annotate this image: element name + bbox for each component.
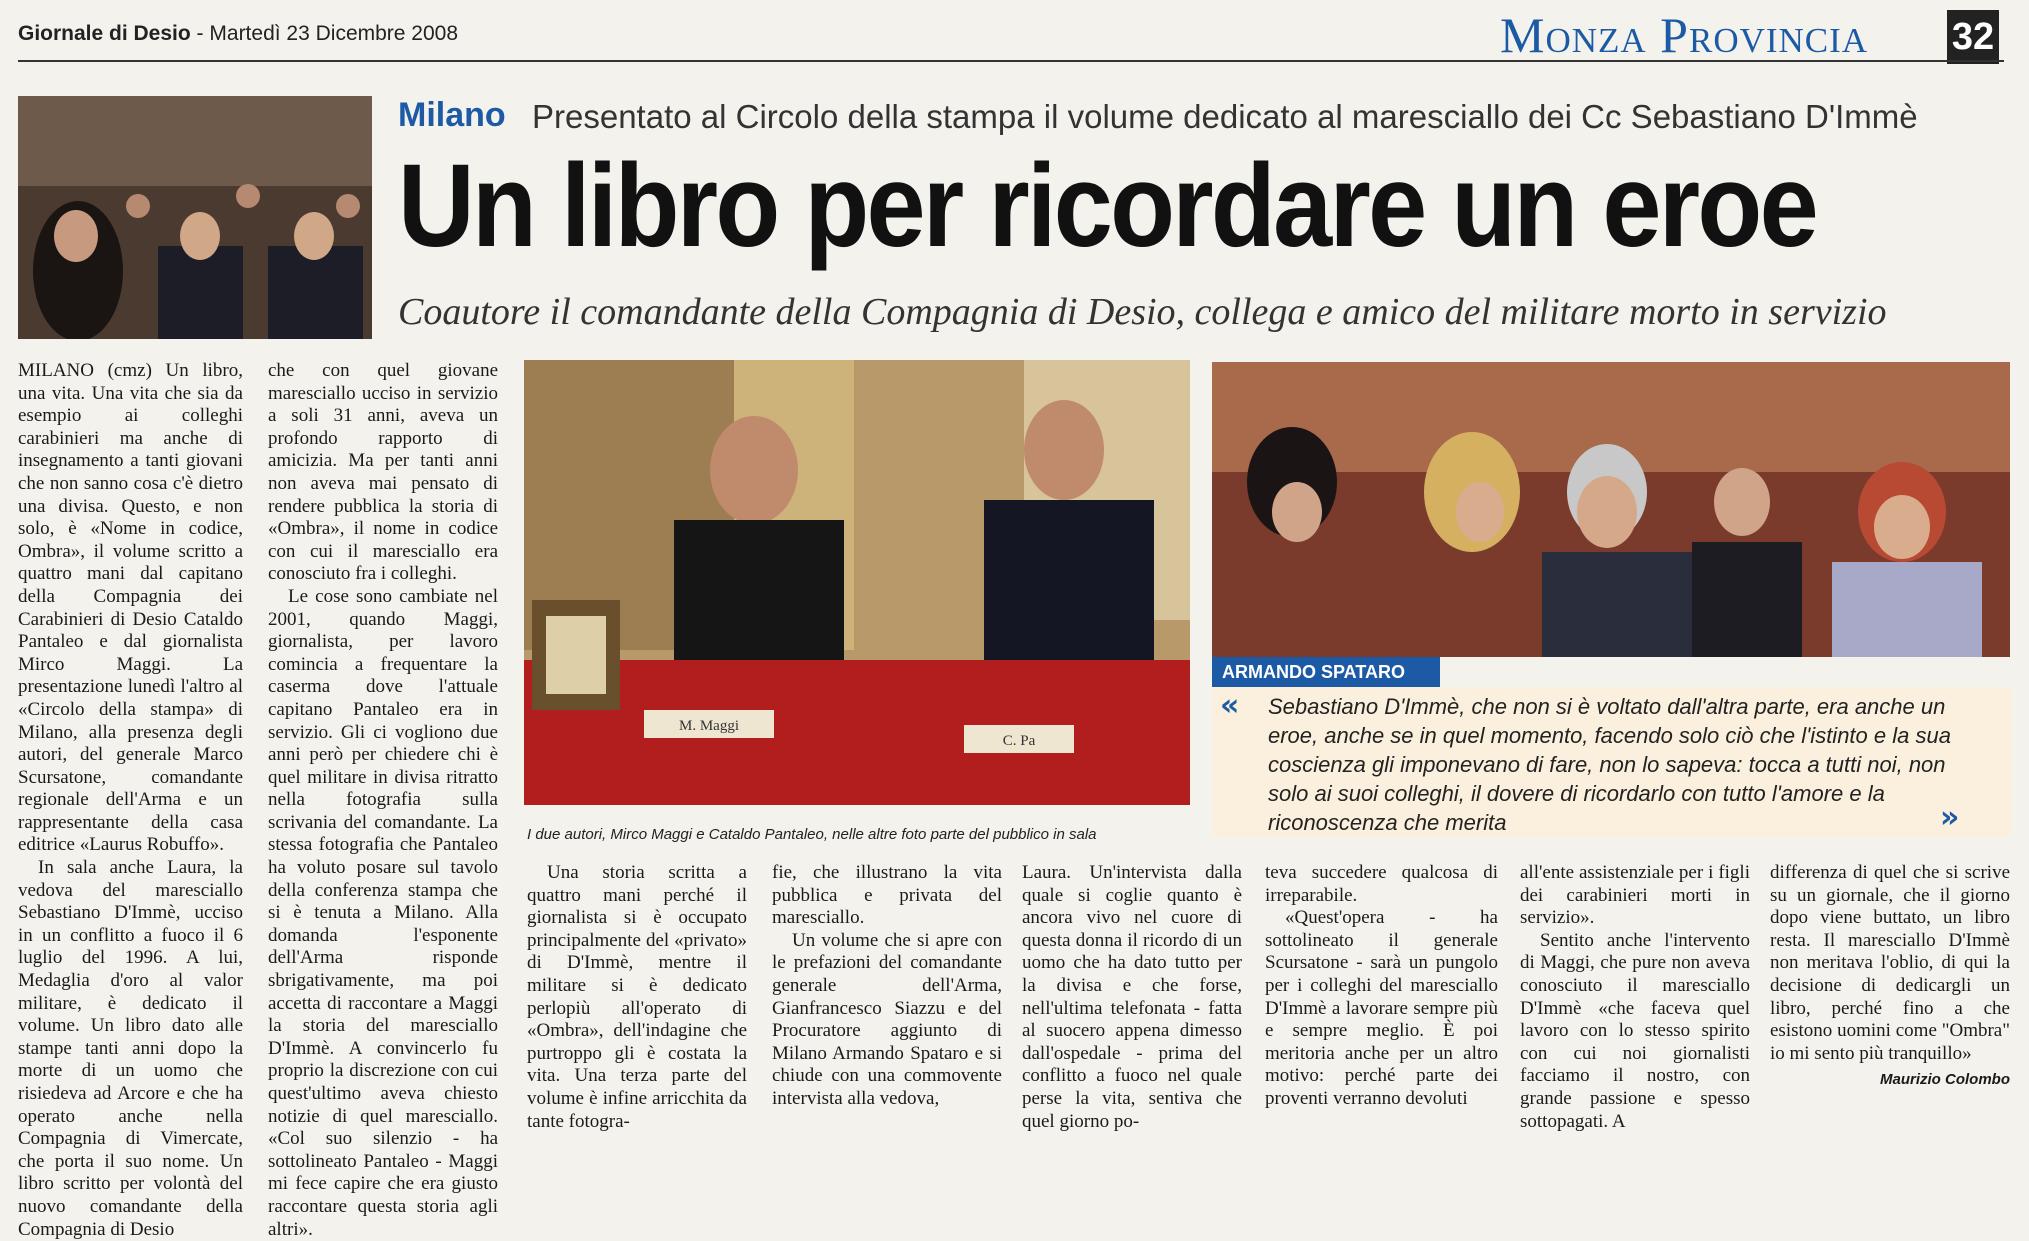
article-paragraph: che con quel giovane maresciallo ucciso in servizio a soli 31 anni, aveva un profondo rapporto di amicizia. Ma per tanti anni non aveva mai pensato di rendere pubblica la storia di «Ombra», il nome in codice con cui il maresciallo era conosciuto fra i colleghi. xyxy=(268,360,498,585)
photo-authors xyxy=(524,360,1190,805)
authors-image xyxy=(524,360,1190,805)
article-column-8 xyxy=(1770,862,2010,1092)
kicker-text: Presentato al Circolo della stampa il volume dedicato al maresciallo dei Cc Sebastiano D'Immè xyxy=(532,98,1918,135)
masthead-separator: - xyxy=(190,22,210,45)
nameplate-pantaleo: C. Pa xyxy=(1002,733,1036,749)
masthead xyxy=(18,22,458,46)
article-paragraph: MILANO (cmz) Un libro, una vita. Una vita che sia da esempio ai colleghi carabinieri ma anche di insegnamento a tanti giovani che non sanno cosa c'è dietro una divisa. Questo, e non solo, è «Nome in codice, Ombra», il volume scritto a quattro mani dal capitano della Compagnia dei Carabinieri di Desio Cataldo Pantaleo e dal giornalista Mirco Maggi. La presentazione lunedì l'altro al «Circolo della stampa» di Milano, alla presenza degli autori, del generale Marco Scursatone, comandante regionale dell'Arma e un rappresentante della casa editrice «Laurus Robuffo». xyxy=(18,360,243,856)
article-column-4 xyxy=(772,862,1002,1111)
article-paragraph: all'ente assistenziale per i figli dei carabinieri morti in servizio». xyxy=(1520,862,1750,929)
article-paragraph: Un volume che si apre con le prefazioni del comandante generale dell'Arma, Gianfrancesco Siazzu e del Procuratore aggiunto di Milano Armando Spataro e si chiude con una commovente intervista alla vedova, xyxy=(772,929,1002,1109)
photo-audience-top xyxy=(18,96,372,339)
audience-image-right xyxy=(1212,362,2010,657)
article-column-7 xyxy=(1520,862,1750,1133)
quote-close-icon: » xyxy=(1940,800,1960,835)
quote-open-icon: « xyxy=(1220,688,1240,723)
audience-image xyxy=(18,96,372,339)
nameplate-maggi: M. Maggi xyxy=(679,718,739,734)
headline: Un libro per ricordare un eroe xyxy=(398,140,1816,272)
page-number: 32 xyxy=(1947,10,1999,64)
author-signature: Maurizio Colombo xyxy=(1880,1071,2010,1089)
article-paragraph: teva succedere qualcosa di irreparabile. xyxy=(1265,862,1498,906)
subheadline: Coautore il comandante della Compagnia di Desio, collega e amico del militare morto in servizio xyxy=(398,291,1887,333)
article-paragraph: «Quest'opera - ha sottolineato il generale Scursatone - sarà un pungolo per i colleghi del maresciallo D'Immè a lavorare sempre più e sempre meglio. È poi meritoria anche per un altro motivo: perché parte dei proventi verranno devoluti xyxy=(1265,907,1498,1109)
photo-audience-right xyxy=(1212,362,2010,657)
quote-author-bar: ARMANDO SPATARO xyxy=(1212,657,1440,687)
header-rule xyxy=(18,60,2004,62)
article-column-1 xyxy=(18,360,243,1241)
article-paragraph: differenza di quel che si scrive su un giornale, che il giorno dopo viene buttato, un libro resta. Il maresciallo D'Immè non meritava l'oblio, di qui la decisione di dedicargli un libro, perché fino a che esistono uomini come "Ombra" io mi sento più tranquillo» xyxy=(1770,862,2010,1064)
article-column-2 xyxy=(268,360,498,1241)
pull-quote: Sebastiano D'Immè, che non si è voltato dall'altra parte, era anche un eroe, anche se in quel momento, facendo solo ciò che l'istinto e la sua coscienza gli imponevano di fare, non lo sapeva: tocca a tutti noi, non solo ai suoi colleghi, il dovere di ricordarlo con tutto l'amore e la riconoscenza che merita xyxy=(1268,694,1951,835)
article-paragraph: fie, che illustrano la vita pubblica e privata del maresciallo. xyxy=(772,862,1002,929)
issue-date: Martedì 23 Dicembre 2008 xyxy=(209,22,459,45)
photo-caption: I due autori, Mirco Maggi e Cataldo Pantaleo, nelle altre foto parte del pubblico in sala xyxy=(527,826,1097,843)
kicker-location: Milano xyxy=(398,96,506,134)
article-paragraph: Una storia scritta a quattro mani perché il giornalista si è occupato principalmente del «privato» di D'Immè, mentre il militare si è dedicato perlopiù all'operato di «Ombra», dell'indagine che purtroppo gli è costata la vita. Una terza parte del volume è infine arricchita da tante fotogra- xyxy=(527,862,747,1132)
article-column-6 xyxy=(1265,862,1498,1111)
article-column-3 xyxy=(527,862,747,1133)
article-column-5 xyxy=(1022,862,1242,1133)
article-paragraph: Laura. Un'intervista dalla quale si coglie quanto è ancora vivo nel cuore di questa donna il ricordo di un uomo che ha dato tutto per la divisa e che forse, nell'ultima telefonata - fatta al suocero appena dimesso dall'ospedale - prima del conflitto a fuoco nel quale perse la vita, sentiva che quel giorno po- xyxy=(1022,862,1242,1132)
article-paragraph: Le cose sono cambiate nel 2001, quando Maggi, giornalista, per lavoro comincia a frequentare la caserma dove l'attuale capitano Pantaleo era in servizio. Gli ci vogliono due anni però per chiedere chi è quel militare in divisa ritratto nella fotografia sulla scrivania del comandante. La stessa fotografia che Pantaleo ha voluto posare sul tavolo della conferenza stampa che si è tenuta a Milano. Alla domanda l'esponente dell'Arma risponde sbrigativamente, ma poi accetta di raccontare a Maggi la storia del maresciallo D'Immè. A convincerlo fu proprio la discrezione con cui quest'ultimo aveva chiesto notizie di quel maresciallo. «Col suo silenzio - ha sottolineato Pantaleo - Maggi mi fece capire che era giusto raccontare questa storia agli altri». xyxy=(268,585,498,1240)
newspaper-name: Giornale di Desio xyxy=(18,22,191,45)
section-title: Monza Provincia xyxy=(1500,7,1869,63)
article-paragraph: In sala anche Laura, la vedova del maresciallo Sebastiano D'Immè, ucciso in un conflitto a fuoco il 6 luglio del 1996. A lui, Medaglia d'oro al valor militare, è dedicato il volume. Un libro dato alle stampe tanti anni dopo la morte di un uomo che risiedeva ad Arcore e che ha operato anche nella Compagnia di Vimercate, che porta il suo nome. Un libro scritto per volontà del nuovo comandante della Compagnia di Desio xyxy=(18,857,243,1240)
article-paragraph: Sentito anche l'intervento di Maggi, che pure non aveva conosciuto il maresciallo D'Immè «che faceva quel lavoro con lo stesso spirito con cui noi giornalisti facciamo il nostro, con grande passione e spesso sottopagati. A xyxy=(1520,929,1750,1132)
